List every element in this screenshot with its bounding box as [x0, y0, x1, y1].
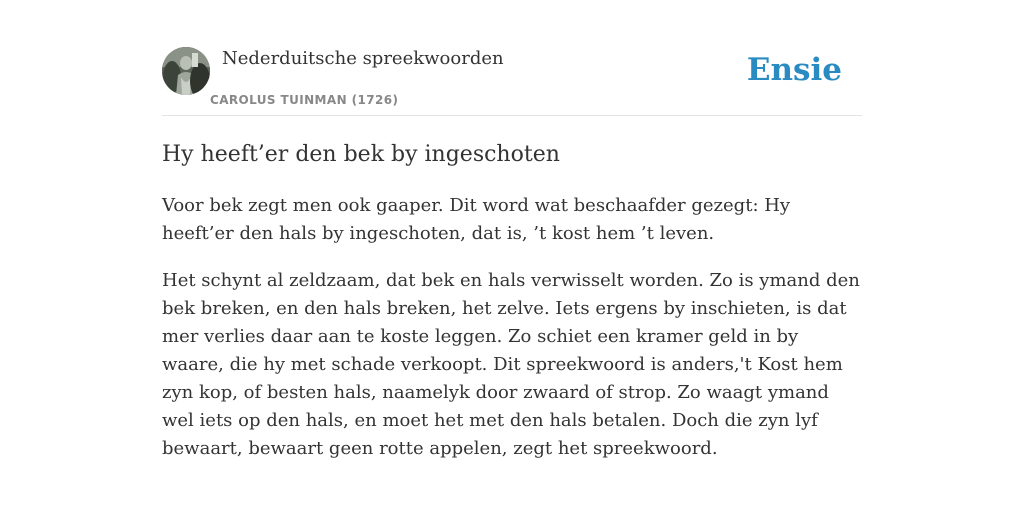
portrait-icon — [162, 47, 210, 95]
brand-logo[interactable]: Ensie — [746, 52, 842, 88]
entry-title: Hy heeft’er den bek by ingeschoten — [162, 142, 560, 167]
author-avatar[interactable] — [162, 47, 210, 95]
page — [162, 0, 862, 459]
paragraph: Voor bek zegt men ook gaaper. Dit word wat beschaafder gezegt: Hy heeft’er den hals by ingeschoten, dat is, ’t kost hem ’t leven. — [162, 195, 791, 244]
paragraph: Het schynt al zeldzaam, dat bek en hals verwisselt worden. Zo is ymand den bek breken, en den hals breken, het zelve. Iets ergens by inschieten, is dat mer verlies daar aan te koste leggen. Zo schiet een kramer geld in by waare, die hy met schade verkoopt. Dit spreekwoord is anders,'t Kost hem zyn kop, of besten hals, naamelyk door zwaard of strop. Zo waagt ymand wel iets op den hals, en moet het met den hals betalen. Doch die zyn lyf bewaart, bewaart geen rotte appelen, zegt het spreekwoord. — [162, 270, 860, 459]
author-name[interactable]: CAROLUS TUINMAN (1726) — [210, 93, 399, 107]
entry-body — [162, 192, 862, 482]
header — [162, 0, 862, 116]
book-title[interactable]: Nederduitsche spreekwoorden — [222, 48, 504, 69]
